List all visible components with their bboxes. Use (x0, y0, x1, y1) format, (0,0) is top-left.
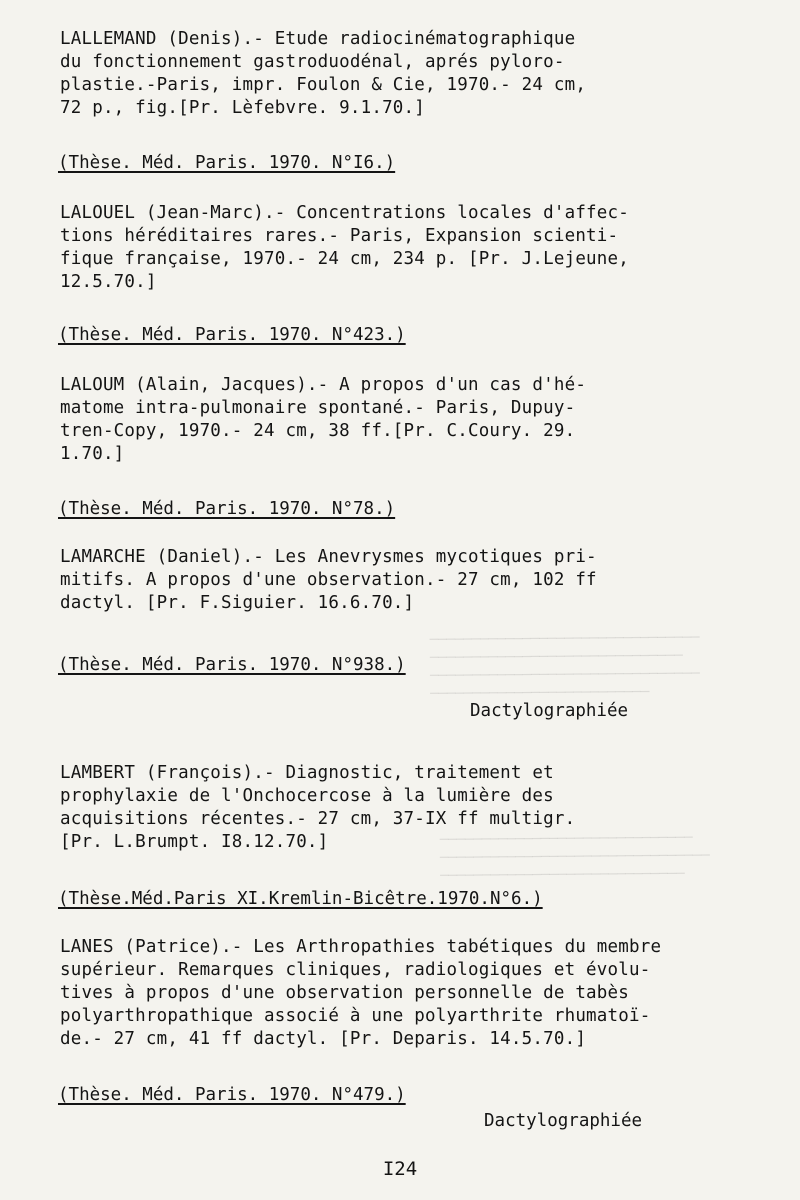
entry-line: LAMARCHE (Daniel).- Les Anevrysmes mycotiques pri- (60, 547, 597, 567)
entry-line: [Pr. L.Brumpt. I8.12.70.] (60, 832, 329, 852)
entry-line: tren-Copy, 1970.- 24 cm, 38 ff.[Pr. C.Coury. 29. (60, 421, 576, 441)
entry-line: supérieur. Remarques cliniques, radiologiques et évolu- (60, 960, 651, 980)
entry-line: LALOUEL (Jean-Marc).- Concentrations locales d'affec- (60, 203, 630, 223)
entry-line: fique française, 1970.- 24 cm, 234 p. [Pr. J.Lejeune, (60, 249, 630, 269)
bibliographic-entry (60, 762, 760, 854)
bibliographic-entry (60, 936, 760, 1051)
entry-line: de.- 27 cm, 41 ff dactyl. [Pr. Deparis. 14.5.70.] (60, 1029, 587, 1049)
entry-line: plastie.-Paris, impr. Foulon & Cie, 1970.- 24 cm, (60, 75, 587, 95)
entry-line: 1.70.] (60, 444, 125, 464)
entry-line: 72 p., fig.[Pr. Lèfebvre. 9.1.70.] (60, 98, 426, 118)
entry-line: dactyl. [Pr. F.Siguier. 16.6.70.] (60, 593, 415, 613)
entry-line: LALLEMAND (Denis).- Etude radiocinématographique (60, 29, 576, 49)
entry-line: LALOUM (Alain, Jacques).- A propos d'un cas d'hé- (60, 375, 587, 395)
bibliographic-entry (60, 28, 760, 120)
bibliographic-entry (60, 374, 760, 466)
thesis-citation: (Thèse. Méd. Paris. 1970. N°I6.) (58, 153, 396, 173)
thesis-citation: (Thèse.Méd.Paris XI.Kremlin-Bicêtre.1970.N°6.) (58, 889, 543, 909)
bibliographic-entry (60, 202, 760, 294)
entry-line: matome intra-pulmonaire spontané.- Paris, Dupuy- (60, 398, 576, 418)
entry-line: tives à propos d'une observation personnelle de tabès (60, 983, 630, 1003)
entry-line: polyarthropathique associé à une polyarthrite rhumatoï- (60, 1006, 651, 1026)
entry-line: du fonctionnement gastroduodénal, aprés pyloro- (60, 52, 565, 72)
thesis-citation: (Thèse. Méd. Paris. 1970. N°423.) (58, 325, 406, 345)
entry-line: tions héréditaires rares.- Paris, Expansion scienti- (60, 226, 619, 246)
entry-line: 12.5.70.] (60, 272, 157, 292)
bleed-through-texture: ──────────────────────────────── ────────────────────────────── ──────────────────────────────── ────────────────────────── (429, 629, 700, 703)
bibliographic-entry (60, 546, 760, 615)
entry-line: prophylaxie de l'Onchocercose à la lumière des (60, 786, 554, 806)
typescript-note: Dactylographiée (470, 701, 629, 721)
entry-line: LAMBERT (François).- Diagnostic, traitement et (60, 763, 554, 783)
bleed-through-texture: ────────────────────────────── ──────────────────────────────── ───────────────────────────── (439, 829, 710, 885)
typescript-note: Dactylographiée (484, 1111, 643, 1131)
entry-line: LANES (Patrice).- Les Arthropathies tabétiques du membre (60, 937, 662, 957)
entry-line: acquisitions récentes.- 27 cm, 37-IX ff multigr. (60, 809, 576, 829)
page-number: I24 (382, 1158, 418, 1180)
entry-line: mitifs. A propos d'une observation.- 27 cm, 102 ff (60, 570, 597, 590)
thesis-citation: (Thèse. Méd. Paris. 1970. N°78.) (58, 499, 396, 519)
thesis-citation: (Thèse. Méd. Paris. 1970. N°938.) (58, 655, 406, 675)
thesis-citation: (Thèse. Méd. Paris. 1970. N°479.) (58, 1085, 406, 1105)
